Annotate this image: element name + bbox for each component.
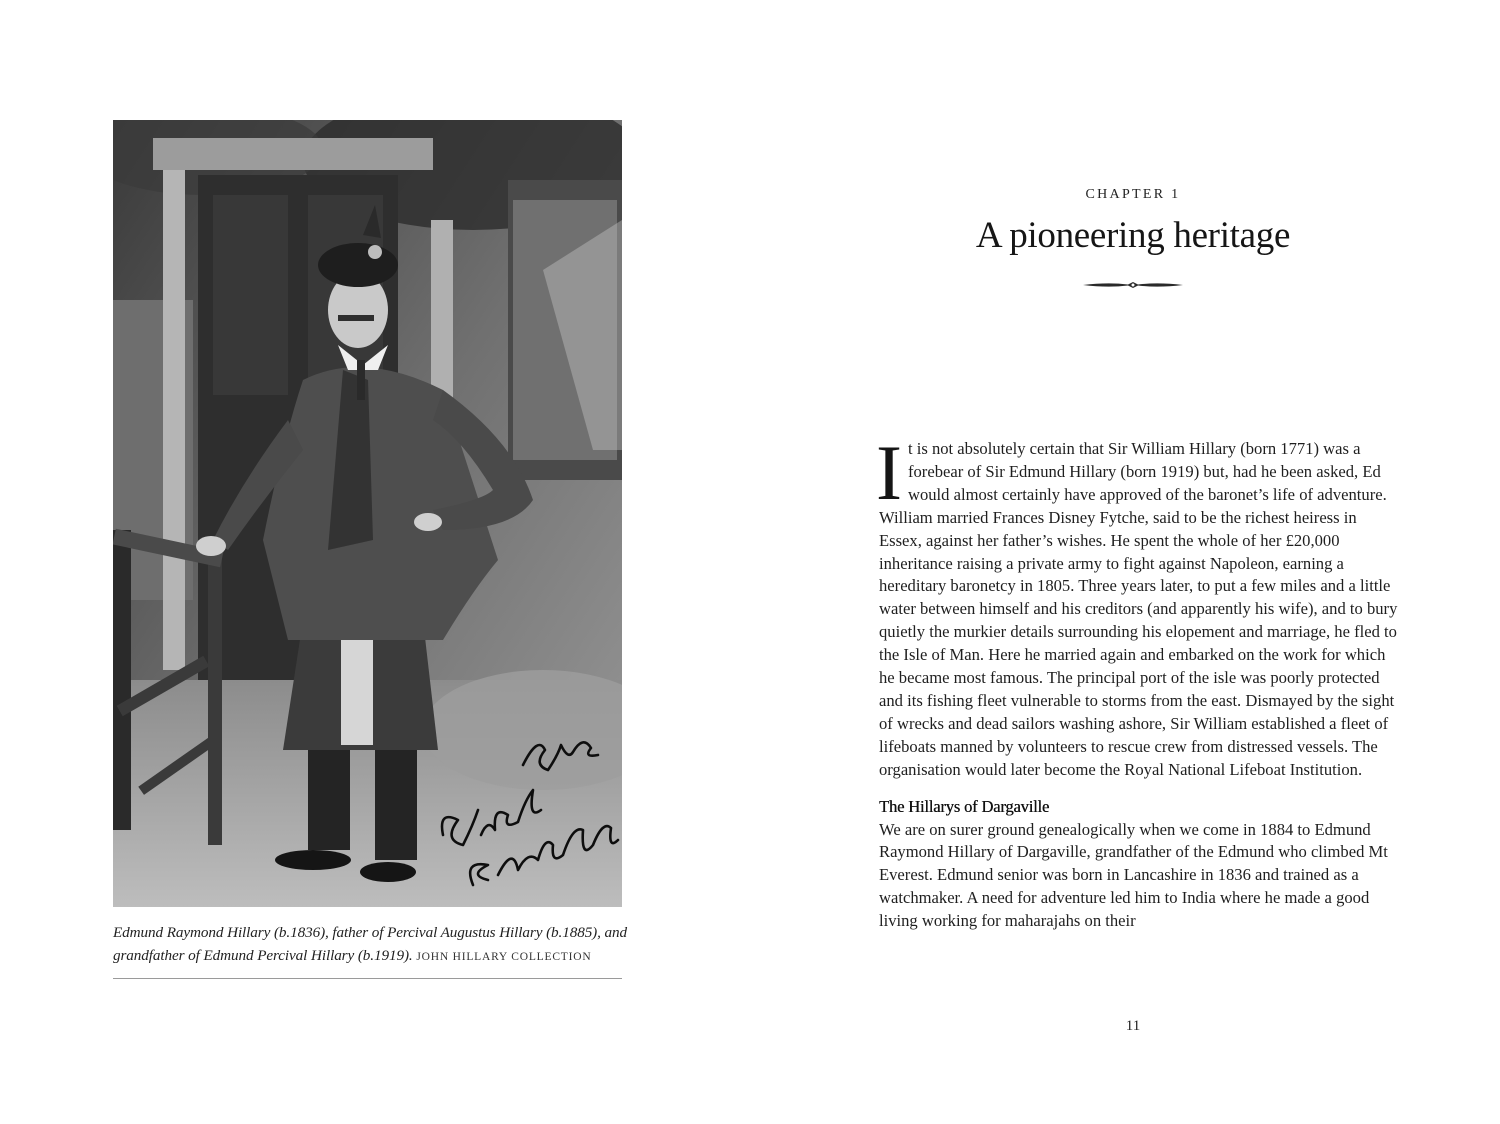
chapter-title: A pioneering heritage [975, 215, 1291, 256]
section-subheading: The Hillarys of Dargaville [879, 796, 1050, 816]
photo-caption [113, 922, 628, 968]
paragraph-1-text: t is not absolutely certain that Sir William Hillary (born 1771) was a forebear of Sir Edmund Hillary (born 1919) but, had he been asked, Ed would almost certainly have approved of the baronet’s life of adventure. William married Frances Disney Fytche, said to be the richest heiress in Essex, against her father’s wishes. He spent the whole of her £20,000 inheritance raising a private army to fight against Napoleon, earning a hereditary baronetcy in 1805. Three years later, to put a few miles and a little water between himself and his creditors (and apparently his wife), and to bury quietly the murkier details surrounding his elopement and marriage, he fled to the Isle of Man. Here he married again and embarked on the work for which he became most famous. The principal port of the isle was poorly protected and its fishing fleet vulnerable to storms from the east. Dismayed by the sight of wrecks and dead sailors washing ashore, Sir William established a fleet of lifeboats manned by volunteers to rescue crew from distressed vessels. The organisation would later become the Royal National Lifeboat Institution. [879, 439, 1398, 779]
caption-text: Edmund Raymond Hillary (b.1836), father of Percival Augustus Hillary (b.1885), and grandfather of Edmund Percival Hillary (b.1919). [113, 924, 628, 964]
portrait-photo [113, 120, 622, 907]
chapter-body [876, 429, 1399, 933]
caption-credit: JOHN HILLARY COLLECTION [416, 950, 592, 963]
chapter-label: CHAPTER 1 [1085, 187, 1181, 202]
signature-handwriting [433, 710, 622, 900]
body-paragraph-2: We are on surer ground genealogically when we come in 1884 to Edmund Raymond Hillary of Dargaville, grandfather of the Edmund who climbed Mt Everest. Edmund senior was born in Lancashire in 1836 and trained as a watchmaker. A need for adventure led him to India where he made a good living working for maharajahs on their [879, 819, 1388, 931]
page-number: 11 [1125, 1018, 1141, 1034]
ornament-flourish-icon [1083, 278, 1183, 292]
drop-cap: I [876, 429, 902, 516]
caption-divider [113, 978, 622, 979]
body-paragraph-1 [876, 429, 1399, 782]
